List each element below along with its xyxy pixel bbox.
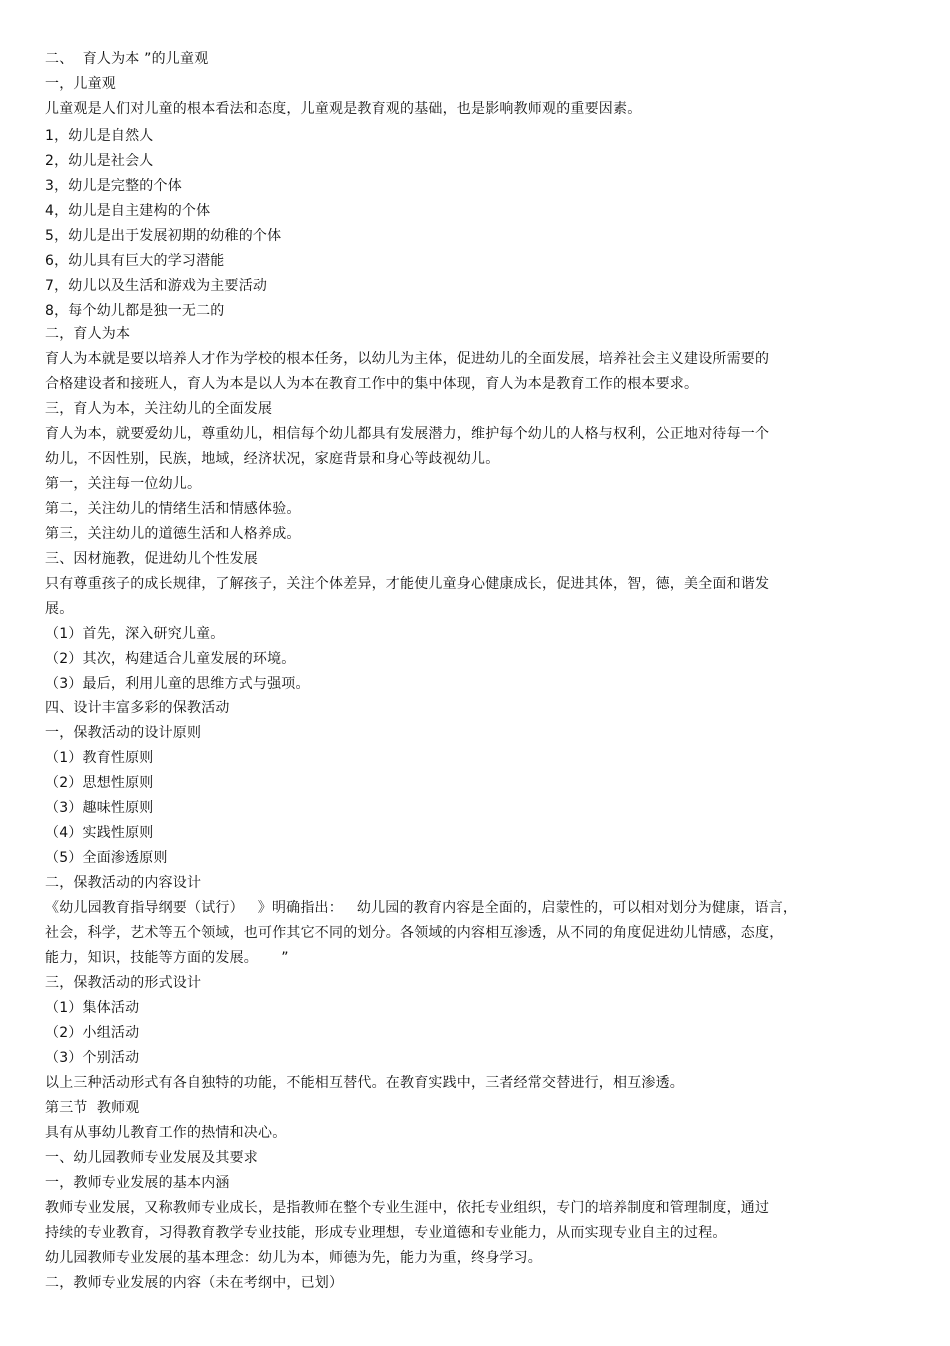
paragraph-line: 合格建设者和接班人，育人为本是以人为本在教育工作中的集中体现，育人为本是教育工作的根本要求。 xyxy=(45,376,699,392)
paragraph-line: 幼儿园教师专业发展的基本理念：幼儿为本，师德为先，能力为重，终身学习。 xyxy=(45,1250,542,1266)
paragraph-line: 儿童观是人们对儿童的根本看法和态度，儿童观是教育观的基础，也是影响教师观的重要因素。 xyxy=(45,101,642,117)
heading-line: 二、 育人为本 ”的儿童观 xyxy=(45,51,209,67)
paragraph-line: 社会，科学，艺术等五个领域，也可作其它不同的划分。各领域的内容相互渗透，从不同的角度促进幼儿情感，态度， xyxy=(45,925,784,941)
heading-line: 一，教师专业发展的基本内涵 xyxy=(45,1175,230,1191)
list-item: （4）实践性原则 xyxy=(45,825,154,841)
list-item: 8，每个幼儿都是独一无二的 xyxy=(45,303,225,319)
list-item: （3）趣味性原则 xyxy=(45,800,154,816)
heading-line: 二，保教活动的内容设计 xyxy=(45,875,202,891)
list-item: （1）教育性原则 xyxy=(45,750,154,766)
paragraph-line: 只有尊重孩子的成长规律，了解孩子，关注个体差异，才能使儿童身心健康成长，促进其体，智，德，美全面和谐发 xyxy=(45,576,770,592)
paragraph-line: 《幼儿园教育指导纲要（试行） 》明确指出： 幼儿园的教育内容是全面的，启蒙性的，可以相对划分为健康，语言， xyxy=(45,900,798,916)
heading-line: 二，育人为本 xyxy=(45,326,131,342)
list-item: （3）个别活动 xyxy=(45,1050,140,1066)
heading-line: 一、幼儿园教师专业发展及其要求 xyxy=(45,1150,258,1166)
heading-line: 三、因材施教，促进幼儿个性发展 xyxy=(45,551,258,567)
list-item: （5）全面渗透原则 xyxy=(45,850,168,866)
list-item: 5，幼儿是出于发展初期的幼稚的个体 xyxy=(45,228,282,244)
list-item: 3，幼儿是完整的个体 xyxy=(45,178,182,194)
paragraph-line: 展。 xyxy=(45,601,74,617)
list-item: 2，幼儿是社会人 xyxy=(45,153,154,169)
list-item: 7，幼儿以及生活和游戏为主要活动 xyxy=(45,278,268,294)
list-item: （3）最后，利用儿童的思维方式与强项。 xyxy=(45,676,310,692)
heading-line: 四、设计丰富多彩的保教活动 xyxy=(45,700,230,716)
heading-line: 一，儿童观 xyxy=(45,76,116,92)
paragraph-line: 育人为本就是要以培养人才作为学校的根本任务，以幼儿为主体，促进幼儿的全面发展，培养社会主义建设所需要的 xyxy=(45,351,770,367)
heading-line: 一，保教活动的设计原则 xyxy=(45,725,202,741)
list-item: （1）集体活动 xyxy=(45,1000,140,1016)
list-item: 第二，关注幼儿的情绪生活和情感体验。 xyxy=(45,501,301,517)
paragraph-line: 持续的专业教育，习得教育教学专业技能，形成专业理想，专业道德和专业能力，从而实现专业自主的过程。 xyxy=(45,1225,727,1241)
paragraph-line: 能力，知识，技能等方面的发展。 ” xyxy=(45,950,289,966)
list-item: 第一，关注每一位幼儿。 xyxy=(45,476,202,492)
list-item: 4，幼儿是自主建构的个体 xyxy=(45,203,211,219)
list-item: （1）首先，深入研究儿童。 xyxy=(45,626,225,642)
list-item: （2）其次，构建适合儿童发展的环境。 xyxy=(45,651,296,667)
paragraph-line: 教师专业发展，又称教师专业成长，是指教师在整个专业生涯中，依托专业组织，专门的培养制度和管理制度，通过 xyxy=(45,1200,770,1216)
paragraph-line: 幼儿，不因性别，民族，地域，经济状况，家庭背景和身心等歧视幼儿。 xyxy=(45,451,500,467)
list-item: 6，幼儿具有巨大的学习潜能 xyxy=(45,253,225,269)
paragraph-line: 以上三种活动形式有各自独特的功能，不能相互替代。在教育实践中，三者经常交替进行，相互渗透。 xyxy=(45,1075,684,1091)
list-item: 第三，关注幼儿的道德生活和人格养成。 xyxy=(45,526,301,542)
heading-line: 三，育人为本，关注幼儿的全面发展 xyxy=(45,401,273,417)
list-item: 1，幼儿是自然人 xyxy=(45,128,154,144)
list-item: （2）小组活动 xyxy=(45,1025,140,1041)
paragraph-line: 具有从事幼儿教育工作的热情和决心。 xyxy=(45,1125,287,1141)
list-item: （2）思想性原则 xyxy=(45,775,154,791)
section-heading: 第三节 教师观 xyxy=(45,1100,140,1116)
heading-line: 二，教师专业发展的内容（未在考纲中，已划） xyxy=(45,1275,344,1291)
heading-line: 三，保教活动的形式设计 xyxy=(45,975,202,991)
paragraph-line: 育人为本，就要爱幼儿，尊重幼儿，相信每个幼儿都具有发展潜力，维护每个幼儿的人格与权利，公正地对待每一个 xyxy=(45,426,770,442)
